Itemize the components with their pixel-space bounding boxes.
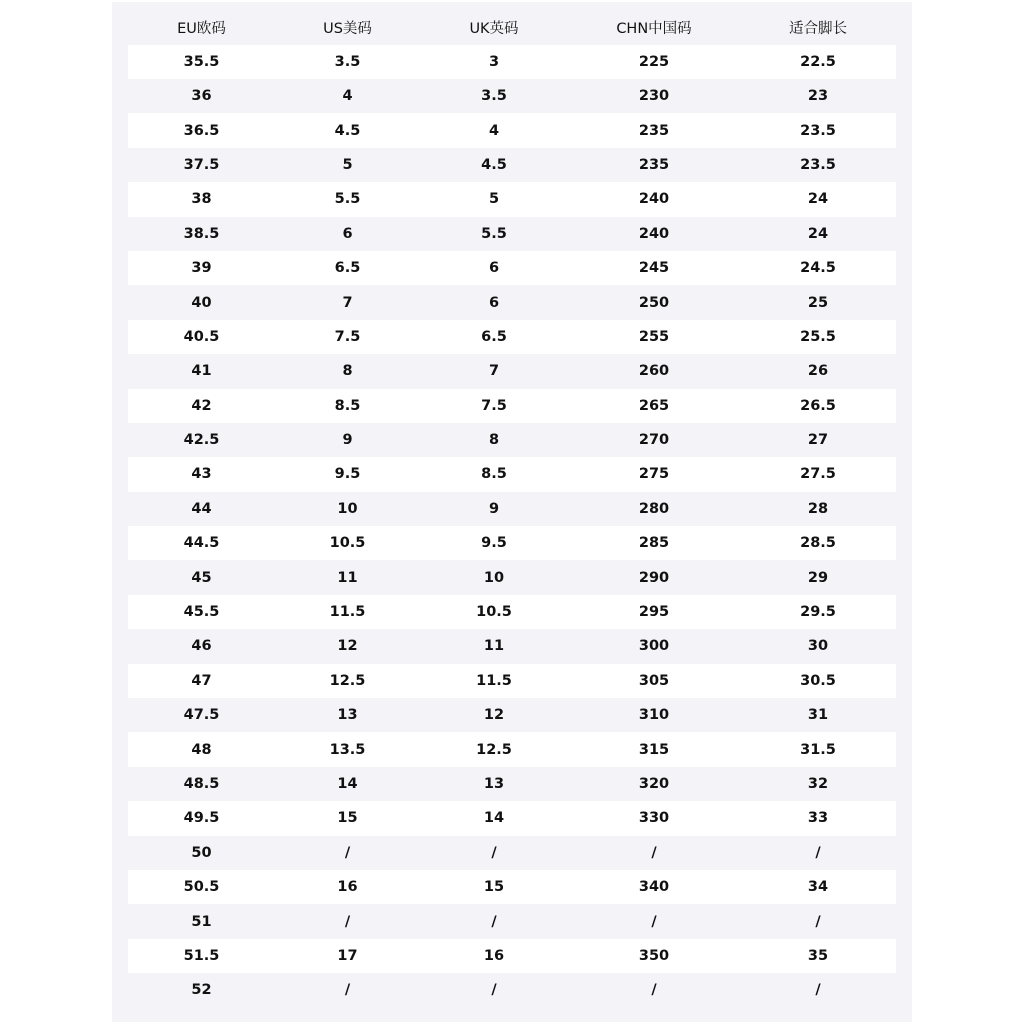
uk-size-cell: 6 (420, 285, 568, 319)
table-row (128, 492, 896, 526)
chn-size-cell: 245 (568, 251, 740, 285)
uk-size-cell: / (420, 973, 568, 1007)
uk-size-cell: 5 (420, 182, 568, 216)
eu-size-cell: 42 (128, 389, 275, 423)
chn-size-cell: 280 (568, 492, 740, 526)
uk-size-cell: 10 (420, 560, 568, 594)
chn-size-cell: 255 (568, 320, 740, 354)
us-size-cell: / (275, 973, 420, 1007)
uk-size-cell: 12.5 (420, 732, 568, 766)
eu-size-cell: 50 (128, 836, 275, 870)
uk-size-cell: 3.5 (420, 79, 568, 113)
table-row (128, 148, 896, 182)
us-size-cell: 9.5 (275, 457, 420, 491)
foot-length-cell: 34 (740, 870, 896, 904)
foot-length-cell: 30 (740, 629, 896, 663)
table-row (128, 732, 896, 766)
table-row (128, 526, 896, 560)
chn-size-cell: 295 (568, 595, 740, 629)
table-row (128, 870, 896, 904)
header-chn-size: CHN中国码 (616, 20, 692, 37)
uk-size-cell: 11 (420, 629, 568, 663)
us-size-cell: 11.5 (275, 595, 420, 629)
uk-size-cell: 4 (420, 113, 568, 147)
table-body (128, 45, 896, 1008)
us-size-cell: 13.5 (275, 732, 420, 766)
table-row (128, 354, 896, 388)
foot-length-cell: 22.5 (740, 45, 896, 79)
us-size-cell: 13 (275, 698, 420, 732)
us-size-cell: 9 (275, 423, 420, 457)
uk-size-cell: 8 (420, 423, 568, 457)
us-size-cell: 5.5 (275, 182, 420, 216)
us-size-cell: 5 (275, 148, 420, 182)
eu-size-cell: 38.5 (128, 217, 275, 251)
table-row (128, 251, 896, 285)
eu-size-cell: 51 (128, 904, 275, 938)
table-row (128, 560, 896, 594)
foot-length-cell: 24.5 (740, 251, 896, 285)
chn-size-cell: 225 (568, 45, 740, 79)
chn-size-cell: 350 (568, 939, 740, 973)
header-eu-size: EU欧码 (177, 20, 226, 37)
us-size-cell: 17 (275, 939, 420, 973)
eu-size-cell: 36.5 (128, 113, 275, 147)
foot-length-cell: 28.5 (740, 526, 896, 560)
foot-length-cell: 23 (740, 79, 896, 113)
uk-size-cell: 9.5 (420, 526, 568, 560)
uk-size-cell: 16 (420, 939, 568, 973)
us-size-cell: 15 (275, 801, 420, 835)
table-row (128, 801, 896, 835)
table-row (128, 389, 896, 423)
chn-size-cell: 230 (568, 79, 740, 113)
chn-size-cell: 235 (568, 148, 740, 182)
chn-size-cell: 305 (568, 664, 740, 698)
eu-size-cell: 46 (128, 629, 275, 663)
table-row (128, 973, 896, 1007)
us-size-cell: 7.5 (275, 320, 420, 354)
us-size-cell: 10 (275, 492, 420, 526)
us-size-cell: 8 (275, 354, 420, 388)
chn-size-cell: / (568, 836, 740, 870)
eu-size-cell: 52 (128, 973, 275, 1007)
us-size-cell: 6 (275, 217, 420, 251)
table-row (128, 320, 896, 354)
eu-size-cell: 50.5 (128, 870, 275, 904)
chn-size-cell: 320 (568, 767, 740, 801)
foot-length-cell: 31.5 (740, 732, 896, 766)
uk-size-cell: 12 (420, 698, 568, 732)
foot-length-cell: 27 (740, 423, 896, 457)
header-foot-length: 适合脚长 (789, 20, 847, 37)
table-row (128, 182, 896, 216)
foot-length-cell: 26.5 (740, 389, 896, 423)
foot-length-cell: 31 (740, 698, 896, 732)
foot-length-cell: 30.5 (740, 664, 896, 698)
chn-size-cell: 300 (568, 629, 740, 663)
header-us-size: US美码 (323, 20, 372, 37)
table-row (128, 457, 896, 491)
table-row (128, 904, 896, 938)
us-size-cell: 11 (275, 560, 420, 594)
chn-size-cell: / (568, 904, 740, 938)
table-row (128, 629, 896, 663)
table-row (128, 285, 896, 319)
table-row (128, 45, 896, 79)
eu-size-cell: 41 (128, 354, 275, 388)
table-row (128, 423, 896, 457)
uk-size-cell: 15 (420, 870, 568, 904)
chn-size-cell: 240 (568, 217, 740, 251)
uk-size-cell: 3 (420, 45, 568, 79)
us-size-cell: 6.5 (275, 251, 420, 285)
uk-size-cell: 5.5 (420, 217, 568, 251)
table-row (128, 113, 896, 147)
uk-size-cell: 8.5 (420, 457, 568, 491)
foot-length-cell: / (740, 836, 896, 870)
chn-size-cell: 235 (568, 113, 740, 147)
eu-size-cell: 43 (128, 457, 275, 491)
table-header (128, 10, 896, 45)
eu-size-cell: 36 (128, 79, 275, 113)
eu-size-cell: 51.5 (128, 939, 275, 973)
us-size-cell: 3.5 (275, 45, 420, 79)
foot-length-cell: 24 (740, 217, 896, 251)
uk-size-cell: 6 (420, 251, 568, 285)
chn-size-cell: 315 (568, 732, 740, 766)
foot-length-cell: 35 (740, 939, 896, 973)
eu-size-cell: 40 (128, 285, 275, 319)
uk-size-cell: 7 (420, 354, 568, 388)
foot-length-cell: 25 (740, 285, 896, 319)
foot-length-cell: 27.5 (740, 457, 896, 491)
eu-size-cell: 49.5 (128, 801, 275, 835)
chn-size-cell: 340 (568, 870, 740, 904)
eu-size-cell: 39 (128, 251, 275, 285)
chn-size-cell: 260 (568, 354, 740, 388)
table-row (128, 595, 896, 629)
table-row (128, 939, 896, 973)
size-chart-panel (112, 2, 912, 1022)
table-row (128, 698, 896, 732)
table-row (128, 836, 896, 870)
uk-size-cell: 13 (420, 767, 568, 801)
eu-size-cell: 44 (128, 492, 275, 526)
eu-size-cell: 47.5 (128, 698, 275, 732)
foot-length-cell: / (740, 973, 896, 1007)
uk-size-cell: / (420, 836, 568, 870)
us-size-cell: 4 (275, 79, 420, 113)
chn-size-cell: 310 (568, 698, 740, 732)
us-size-cell: 16 (275, 870, 420, 904)
us-size-cell: 7 (275, 285, 420, 319)
table-row (128, 767, 896, 801)
table-row (128, 217, 896, 251)
foot-length-cell: 28 (740, 492, 896, 526)
chn-size-cell: 285 (568, 526, 740, 560)
us-size-cell: 12 (275, 629, 420, 663)
eu-size-cell: 44.5 (128, 526, 275, 560)
chn-size-cell: 270 (568, 423, 740, 457)
table-row (128, 664, 896, 698)
uk-size-cell: 10.5 (420, 595, 568, 629)
us-size-cell: 12.5 (275, 664, 420, 698)
uk-size-cell: 4.5 (420, 148, 568, 182)
uk-size-cell: 6.5 (420, 320, 568, 354)
eu-size-cell: 35.5 (128, 45, 275, 79)
header-uk-size: UK英码 (469, 20, 519, 37)
chn-size-cell: 250 (568, 285, 740, 319)
foot-length-cell: 29.5 (740, 595, 896, 629)
uk-size-cell: / (420, 904, 568, 938)
us-size-cell: 14 (275, 767, 420, 801)
size-chart-table (128, 10, 896, 1008)
foot-length-cell: 24 (740, 182, 896, 216)
eu-size-cell: 40.5 (128, 320, 275, 354)
us-size-cell: / (275, 904, 420, 938)
chn-size-cell: / (568, 973, 740, 1007)
eu-size-cell: 45 (128, 560, 275, 594)
chn-size-cell: 330 (568, 801, 740, 835)
eu-size-cell: 42.5 (128, 423, 275, 457)
uk-size-cell: 7.5 (420, 389, 568, 423)
foot-length-cell: 26 (740, 354, 896, 388)
chn-size-cell: 275 (568, 457, 740, 491)
eu-size-cell: 37.5 (128, 148, 275, 182)
us-size-cell: 10.5 (275, 526, 420, 560)
us-size-cell: 8.5 (275, 389, 420, 423)
eu-size-cell: 48.5 (128, 767, 275, 801)
eu-size-cell: 45.5 (128, 595, 275, 629)
uk-size-cell: 11.5 (420, 664, 568, 698)
uk-size-cell: 14 (420, 801, 568, 835)
foot-length-cell: 23.5 (740, 113, 896, 147)
eu-size-cell: 48 (128, 732, 275, 766)
eu-size-cell: 47 (128, 664, 275, 698)
foot-length-cell: 25.5 (740, 320, 896, 354)
header-row (128, 10, 896, 45)
chn-size-cell: 290 (568, 560, 740, 594)
us-size-cell: 4.5 (275, 113, 420, 147)
foot-length-cell: 23.5 (740, 148, 896, 182)
foot-length-cell: / (740, 904, 896, 938)
chn-size-cell: 240 (568, 182, 740, 216)
us-size-cell: / (275, 836, 420, 870)
foot-length-cell: 32 (740, 767, 896, 801)
table-row (128, 79, 896, 113)
foot-length-cell: 33 (740, 801, 896, 835)
chn-size-cell: 265 (568, 389, 740, 423)
uk-size-cell: 9 (420, 492, 568, 526)
eu-size-cell: 38 (128, 182, 275, 216)
foot-length-cell: 29 (740, 560, 896, 594)
